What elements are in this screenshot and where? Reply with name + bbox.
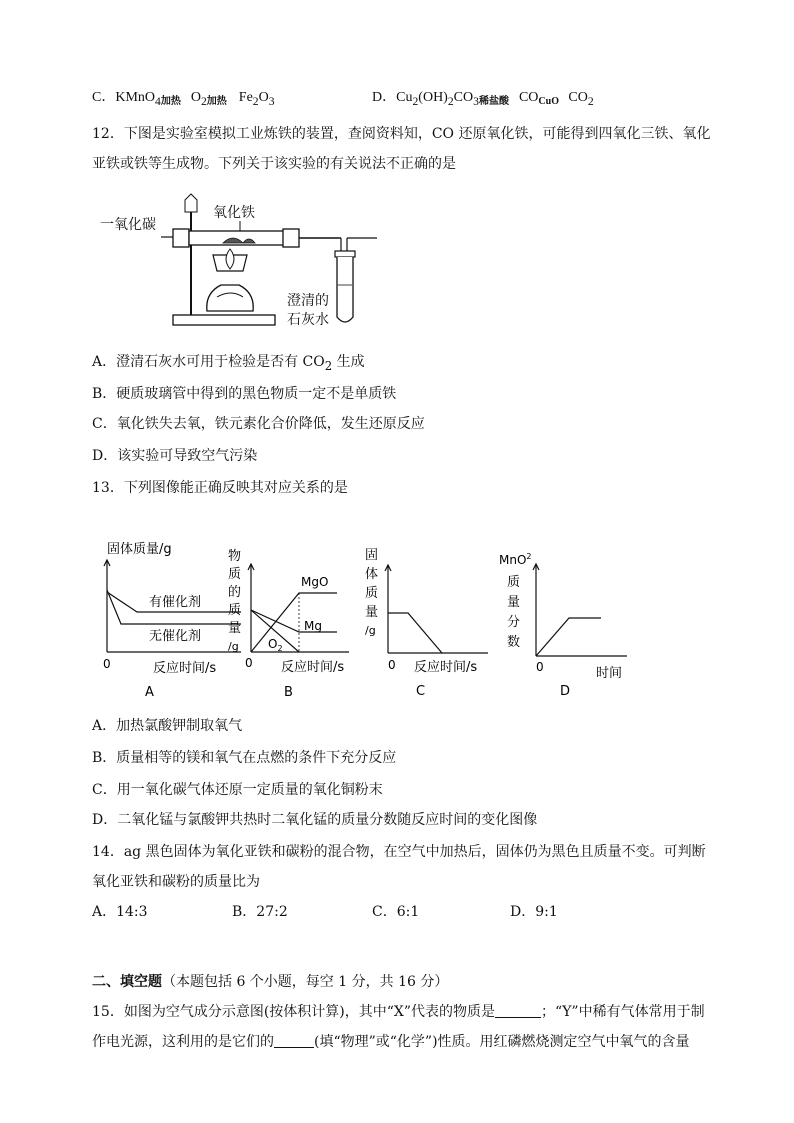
graph-b-xlabel: 反应时间/s [281,660,345,675]
condition-text: 稀盐酸 [478,96,509,107]
answer-blank-property[interactable] [274,1033,314,1048]
q12-option-c: C．氧化铁失去氧，铁元素化合价降低，发生还原反应 [92,416,425,432]
ylabel-char: 质 [228,567,242,582]
q15-line2 [92,1032,690,1052]
series-mno2-fraction [536,618,601,656]
fe2o3-label: 氧化铁 [213,205,255,221]
graph-d-xlabel: 时间 [596,666,623,681]
condition-text: 加热 [160,96,181,107]
clamp [185,194,197,212]
q15-line1 [92,1002,705,1022]
formula-text: CO [518,90,539,105]
formula-text: CO [453,90,474,105]
subscript: 3 [268,94,275,108]
stopper-left [173,229,189,247]
graph-c-xlabel: 反应时间/s [414,660,478,675]
q11-option-c [92,88,275,112]
ylabel-char: 量 [507,595,521,610]
section-note: （本题包括 6 个小题，每空 1 分，共 16 分） [162,974,449,990]
q14-stem-line2: 氧化亚铁和碳粉的质量比为 [92,874,260,890]
ylabel-char: 质 [365,586,379,601]
formula-text: CO [568,90,588,105]
ylabel-char: /g [365,624,376,637]
q15-text: (填“物理”或“化学”)性质。用红磷燃烧测定空气中氧气的含量 [314,1034,690,1050]
q13-option-c: C．用一氧化碳气体还原一定质量的氧化铜粉末 [92,782,383,798]
ylabel-char: 体 [365,567,379,582]
subscript: 2 [324,358,333,373]
subscript: 3 [473,94,479,108]
q13-option-b: B．质量相等的镁和氧气在点燃的条件下充分反应 [92,750,397,766]
graph-a-ylabel: 固体质量/g [107,542,172,557]
origin-label: 0 [103,657,111,671]
option-letter: D． [372,90,397,105]
condition-text: 加热 [206,96,227,107]
q14-option-a: A．14:3 [92,904,148,920]
graph-c-caption: C [416,684,426,699]
graph-c [362,545,492,710]
subscript: 2 [587,94,594,108]
option-letter: C． [92,90,116,105]
q15-text: ；“Y”中稀有气体常用于制 [541,1004,705,1020]
subscript: 4 [155,94,161,108]
q15-text: 作电光源，这利用的是它们的 [92,1034,274,1050]
subscript: 2 [412,94,419,108]
q14-option-b: B．27:2 [232,904,288,920]
formula-text: O [190,90,201,105]
graph-d [495,550,635,710]
ylabel-char: 量 [228,621,242,636]
test-tube [337,257,353,322]
ylabel-char: 质 [507,575,521,590]
section-heading [92,972,448,992]
iron-smelting-apparatus-figure [95,185,395,335]
subscript: 2 [200,94,207,108]
q12-option-b: B．硬质玻璃管中得到的黑色物质一定不是单质铁 [92,386,397,402]
q12-stem-line1: 12．下图是实验室模拟工业炼铁的装置，查阅资料知，CO 还原氧化铁，可能得到四氧化三铁、氧化 [92,126,711,142]
subscript: 2 [252,94,259,108]
label-o2: $O_2$ [268,637,283,653]
condition-text: CuO [538,96,559,107]
q15-text: 15．如图为空气成分示意图(按体积计算)，其中“X”代表的物质是 [92,1004,496,1020]
origin-label: 0 [245,656,253,670]
formula-text: (OH) [418,90,448,105]
stand-base [173,315,275,325]
answer-blank-x[interactable] [495,1003,541,1018]
alcohol-lamp [207,285,253,311]
series-solid-mass [388,613,442,653]
ylabel-char: 的 [228,585,242,600]
graph-d-ytop: MnO$^2$ [499,552,532,567]
formula-text: KMnO [115,90,156,105]
formula-text: Cu [396,90,413,105]
graph-c-ylabel [365,548,378,637]
option-text: A．澄清石灰水可用于检验是否有 CO [92,354,325,370]
label-mgo: MgO [301,575,329,589]
q14-stem-line1: 14．ag 黑色固体为氧化亚铁和碳粉的混合物，在空气中加热后，固体仍为黑色且质量不变。可判断 [92,844,706,860]
ylabel-char: 物 [228,549,242,564]
graph-b-ylabel [228,548,241,653]
label-with-catalyst: 有催化剂 [149,595,202,610]
graph-b-caption: B [284,685,293,700]
stopper-right [283,229,299,247]
ylabel-char: 质 [228,603,242,618]
q14-option-d: D．9:1 [510,904,558,920]
ylabel-char: 数 [507,635,521,650]
q13-stem: 13．下列图像能正确反映其对应关系的是 [92,480,348,496]
origin-label: 0 [536,660,544,674]
formula-text: Fe [238,90,253,105]
limewater-label-2: 石灰水 [287,312,329,328]
series-mgo [251,593,337,652]
q14-option-c: C．6:1 [372,904,420,920]
q12-option-a [92,352,365,376]
origin-label: 0 [388,658,396,672]
ylabel-char: 量 [365,605,379,620]
q12-stem-line2: 亚铁或铁等生成物。下列关于该实验的有关说法不正确的是 [92,156,456,172]
graph-a-caption: A [145,685,154,700]
graph-d-caption: D [560,684,571,699]
q12-option-d: D．该实验可导致空气污染 [92,448,258,464]
label-mg: Mg [304,619,322,633]
test-tube-stopper [335,251,355,257]
ylabel-char: /g [228,640,239,653]
graph-b [225,548,355,710]
graph-d-ylabel [507,575,520,650]
formula-text: O [258,90,269,105]
q13-option-a: A．加热氯酸钾制取氧气 [92,718,243,734]
ylabel-char: 分 [507,615,521,630]
co-label: 一氧化碳 [100,217,156,233]
label-no-catalyst: 无催化剂 [149,629,202,644]
graph-a [95,540,245,710]
option-text: 生成 [332,354,365,370]
ylabel-char: 固 [365,548,379,563]
subscript: 2 [447,94,454,108]
q11-option-d [372,88,594,112]
limewater-label-1: 澄清的 [287,293,329,309]
section-title: 二、填空题 [92,974,162,990]
graph-a-xlabel: 反应时间/s [153,661,217,676]
q13-option-d: D．二氧化锰与氯酸钾共热时二氧化锰的质量分数随反应时间的变化图像 [92,812,538,828]
